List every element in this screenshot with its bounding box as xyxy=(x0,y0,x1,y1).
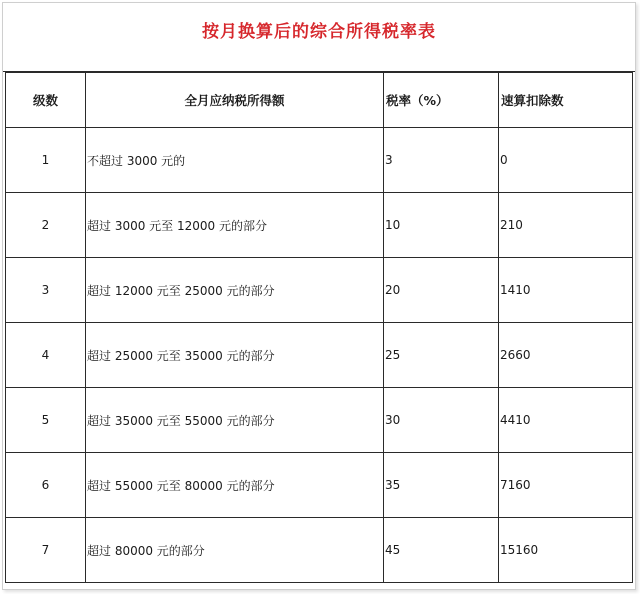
table-row xyxy=(6,323,633,388)
header-range: 全月应纳税所得额 xyxy=(86,73,384,128)
cell-range: 超过 55000 元至 80000 元的部分 xyxy=(86,453,384,518)
cell-level: 3 xyxy=(6,258,86,323)
table-row xyxy=(6,193,633,258)
cell-rate: 20 xyxy=(384,258,499,323)
cell-level: 2 xyxy=(6,193,86,258)
table-row xyxy=(6,518,633,583)
table-row xyxy=(6,258,633,323)
document-frame xyxy=(2,2,636,590)
cell-rate: 30 xyxy=(384,388,499,453)
header-level: 级数 xyxy=(6,73,86,128)
cell-deduction: 2660 xyxy=(499,323,633,388)
cell-range: 不超过 3000 元的 xyxy=(86,128,384,193)
table-title: 按月换算后的综合所得税率表 xyxy=(202,22,436,42)
cell-range: 超过 12000 元至 25000 元的部分 xyxy=(86,258,384,323)
cell-deduction: 210 xyxy=(499,193,633,258)
cell-rate: 45 xyxy=(384,518,499,583)
cell-rate: 25 xyxy=(384,323,499,388)
cell-range: 超过 25000 元至 35000 元的部分 xyxy=(86,323,384,388)
cell-deduction: 1410 xyxy=(499,258,633,323)
title-bar xyxy=(3,3,635,72)
table-row xyxy=(6,388,633,453)
cell-level: 5 xyxy=(6,388,86,453)
table-row xyxy=(6,128,633,193)
cell-deduction: 15160 xyxy=(499,518,633,583)
cell-deduction: 7160 xyxy=(499,453,633,518)
header-rate: 税率（%） xyxy=(384,73,499,128)
cell-rate: 10 xyxy=(384,193,499,258)
cell-level: 7 xyxy=(6,518,86,583)
cell-level: 6 xyxy=(6,453,86,518)
cell-range: 超过 80000 元的部分 xyxy=(86,518,384,583)
header-deduction: 速算扣除数 xyxy=(499,73,633,128)
cell-rate: 35 xyxy=(384,453,499,518)
table-row xyxy=(6,453,633,518)
header-row xyxy=(6,73,633,128)
cell-level: 1 xyxy=(6,128,86,193)
cell-deduction: 4410 xyxy=(499,388,633,453)
cell-deduction: 0 xyxy=(499,128,633,193)
cell-range: 超过 35000 元至 55000 元的部分 xyxy=(86,388,384,453)
tax-rate-table xyxy=(5,72,633,583)
cell-level: 4 xyxy=(6,323,86,388)
cell-rate: 3 xyxy=(384,128,499,193)
cell-range: 超过 3000 元至 12000 元的部分 xyxy=(86,193,384,258)
